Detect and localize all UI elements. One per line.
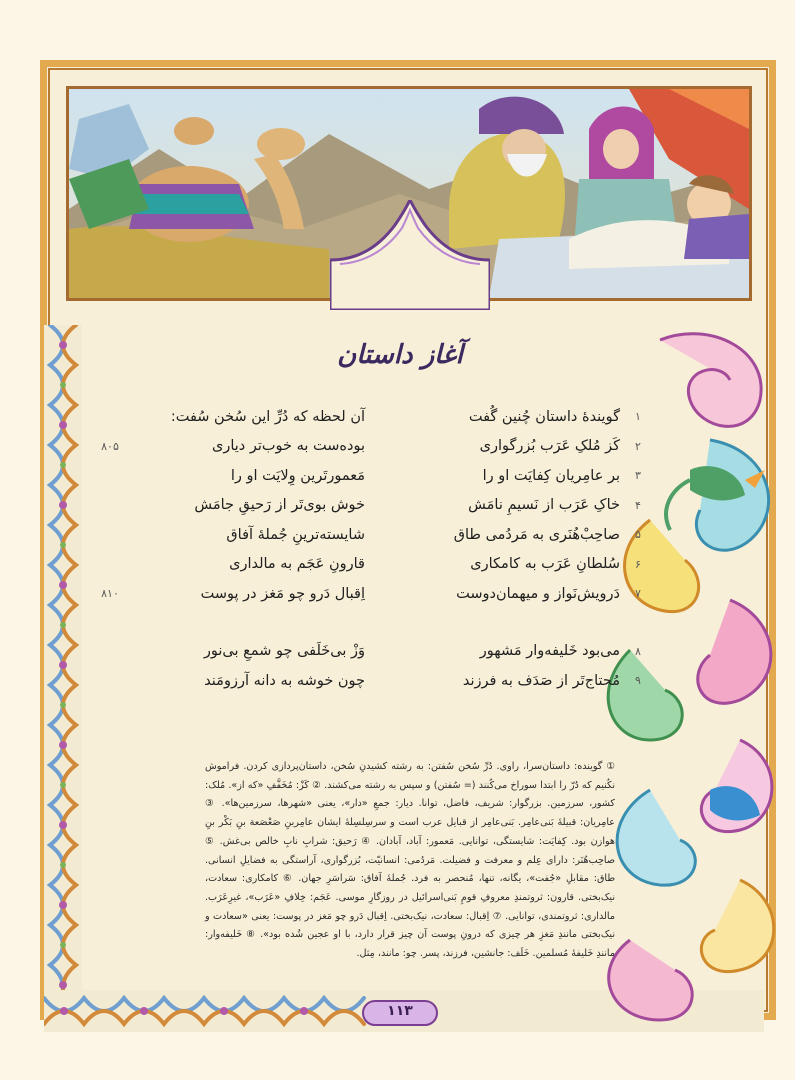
verse-second-hemistich: شایسته‌ترینِ جُملهٔ آفاق <box>226 526 365 543</box>
verse-line-marker: ۸۰۵ <box>101 439 119 453</box>
verse-first-hemistich: گویندهٔ داستان چُنین گُفت <box>468 408 620 425</box>
verse-first-hemistich: دَرویش‌نَواز و میهمان‌دوست <box>456 585 620 602</box>
verse-first-hemistich: می‌بود خَلیفه‌وار مَشهور <box>479 643 620 660</box>
verse-second-hemistich: قارونِ عَجَم به مالداری <box>229 556 365 573</box>
verse-line <box>150 550 641 580</box>
verse-second-hemistich: مَعمورتَرین وِلایَت او را <box>230 467 365 484</box>
verse-number: ۴ <box>635 498 641 512</box>
left-floral-border <box>44 325 82 1015</box>
verse-line <box>101 579 641 609</box>
verse-first-hemistich: مُحتاج‌تَر از صَدَف به فرزند <box>462 672 620 689</box>
verse-first-hemistich: سُلطانِ عَرَب به کامکاری <box>470 556 620 573</box>
verse-line <box>150 520 641 550</box>
verse-second-hemistich: خوش بوی‌تَر از رَحیقِ جامَش <box>194 497 365 514</box>
verse-number: ۸ <box>635 644 641 658</box>
verse-line-marker: ۸۱۰ <box>101 587 119 601</box>
verse-second-hemistich: وَزْ بی‌خَلَفی چو شمعِ بی‌نور <box>203 643 365 660</box>
verse-line <box>101 432 641 462</box>
right-floral-illumination <box>590 320 790 1040</box>
glossary-text: ① گوینده: داستان‌سرا، راوی. دُرِّ سُخن سُفتن: به رشته کشیدنِ سُخن، داستان‌پردازی کردن. فراموش نکُنیم که دُرّ را ابتدا سوراخ می‌کُنند (= سُفتن) و سپس به رشته می‌کشند. ② کَزْ: مُخَفَّفِ «که از». مُلک: کشور، سرزمین. بزرگوار: شریف، فاضل، توانا. دیار: جمعِ «دار»، یعنی «شهرها، سرزمین‌ها». ③ عامِریان: قبیلهٔ بَنی‌عامِر. بَنی‌عامِر از قبایل عرب است و سرسِلسِلهٔ ایشان عامِربنِ صَعْصَعة بنِ بَکْر بنِ هوازن بود. کِفایَت: شایستگی، توانایی. مَعمور: آباد، آبادان. ④ رَحیق: شرابِ نابِ خالص بی‌غش. ⑤ صاحِب‌هُنَر: دارای عِلم و معرفت و فضیلت. مَردُمی: انسانیّت، بُزرگواری، آراستگی به فضایلِ انسانی. طاق: مقابلِ «جُفت»، یگانه، تنها، مُنحصر به فرد. جُملهٔ آفاق: سَراسَرِ جهان. ⑥ کامکاری: سعادت، نیک‌بختی. قارون: ثروتمندِ معروفِ قومِ بَنی‌اسرائیل در روزگارِ موسی. عَجَم: خِلافِ «عَرَب»، غیرِعَرَب. مالداری: ثروتمندی، توانایی. ⑦ اِقبال: سعادت، نیک‌بختی. اِقبال دَرو چو مَغز در پوست: یعنی «سعادت و نیک‌بختی مانندِ مَغزِ هر چیزی که درونِ پوست آن چیز قرار دارد، با او عجین شُده بود». ⑧ خَلیفه‌وار: مانندِ خَلیفهٔ مُسلمین. خَلَف: جانشین، فرزند، پسر. چو: مانند، مِثل. <box>205 761 615 960</box>
verse-line <box>150 461 641 491</box>
verse-number: ۲ <box>635 439 641 453</box>
verse-first-hemistich: بر عامِریان کِفایَت او را <box>482 467 620 484</box>
verse-number: ۷ <box>635 587 641 601</box>
verse-number: ۵ <box>635 528 641 542</box>
verse-line <box>150 491 641 521</box>
page-number-badge <box>362 1000 438 1026</box>
glossary-notes <box>205 758 615 960</box>
verse-first-hemistich: صاحِبْ‌هُنَری به مَردُمی طاق <box>453 526 620 543</box>
page-number: ۱۱۳ <box>387 1003 413 1019</box>
verse-number: ۱ <box>635 410 641 424</box>
verse-line <box>150 666 641 696</box>
verse-first-hemistich: خاکِ عَرَب از نَسیمِ نامَش <box>468 497 620 514</box>
verse-second-hemistich: چون خوشه به دانه آرزومَند <box>204 672 365 689</box>
ornamental-arch <box>330 200 490 310</box>
verse-second-hemistich: بوده‌ست به خوب‌تر دیاری <box>211 438 365 455</box>
verse-second-hemistich: اِقبال دَرو چو مَغز در پوست <box>200 585 365 602</box>
verse-number: ۳ <box>635 469 641 483</box>
verse-number: ۹ <box>635 674 641 688</box>
verse-first-hemistich: کَز مُلکِ عَرَب بُزرگواری <box>479 438 620 455</box>
verse-line <box>150 402 641 432</box>
poem-verses <box>101 402 641 696</box>
section-title: آغاز داستان <box>337 340 463 370</box>
verse-line <box>150 637 641 667</box>
verse-number: ۶ <box>635 557 641 571</box>
verse-second-hemistich: آن لحظه که دُرِّ این سُخن سُفت: <box>170 408 365 425</box>
